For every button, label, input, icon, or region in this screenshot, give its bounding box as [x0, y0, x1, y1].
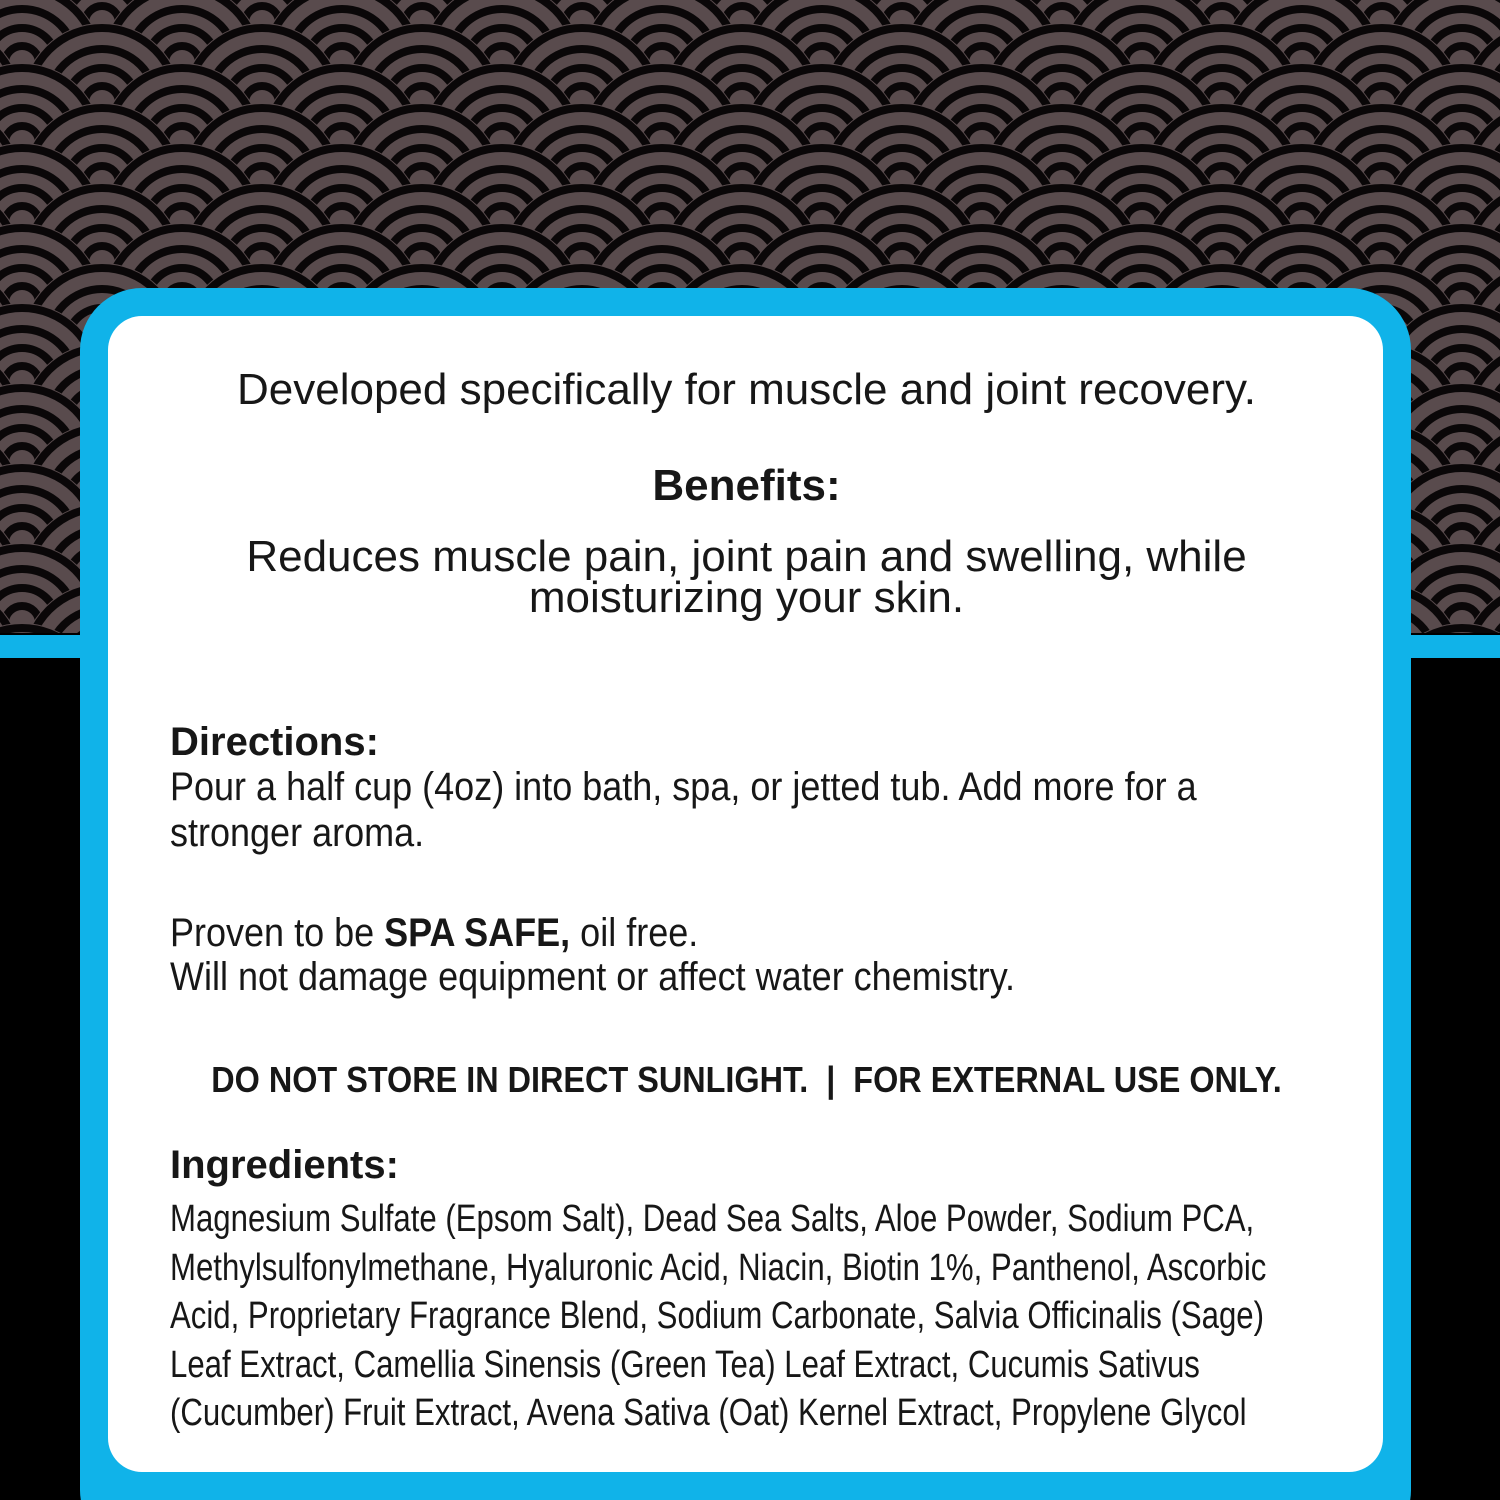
proven-prefix: Proven to be: [170, 911, 385, 955]
benefits-heading: Benefits:: [652, 461, 841, 510]
ingredients-line: Magnesium Sulfate (Epsom Salt), Dead Sea Salts, Aloe Powder, Sodium PCA,: [170, 1198, 1255, 1240]
headline: Developed specifically for muscle and joint recovery.: [237, 365, 1256, 414]
equipment-line: Will not damage equipment or affect water chemistry.: [170, 955, 1016, 999]
directions-line-2: stronger aroma.: [170, 811, 425, 855]
spa-safe-line: [170, 913, 698, 953]
ingredients-line: Acid, Proprietary Fragrance Blend, Sodium Carbonate, Salvia Officinalis (Sage): [170, 1295, 1265, 1337]
ingredients-line: Leaf Extract, Camellia Sinensis (Green Tea) Leaf Extract, Cucumis Sativus: [170, 1344, 1200, 1386]
directions-heading: Directions:: [170, 720, 379, 764]
ingredients-line: Methylsulfonylmethane, Hyaluronic Acid, Niacin, Biotin 1%, Panthenol, Ascorbic: [170, 1247, 1267, 1289]
benefits-line-1: Reduces muscle pain, joint pain and swelling, while: [246, 532, 1247, 581]
warning-line: DO NOT STORE IN DIRECT SUNLIGHT. | FOR EXTERNAL USE ONLY.: [211, 1059, 1282, 1100]
ingredients-line: (Cucumber) Fruit Extract, Avena Sativa (Oat) Kernel Extract, Propylene Glycol: [170, 1392, 1247, 1434]
proven-suffix: oil free.: [570, 911, 699, 955]
directions-line-1: Pour a half cup (4oz) into bath, spa, or jetted tub. Add more for a: [170, 765, 1197, 809]
ingredients-heading: Ingredients:: [170, 1143, 399, 1187]
benefits-line-2: moisturizing your skin.: [528, 573, 965, 622]
proven-bold: SPA SAFE,: [384, 911, 571, 955]
